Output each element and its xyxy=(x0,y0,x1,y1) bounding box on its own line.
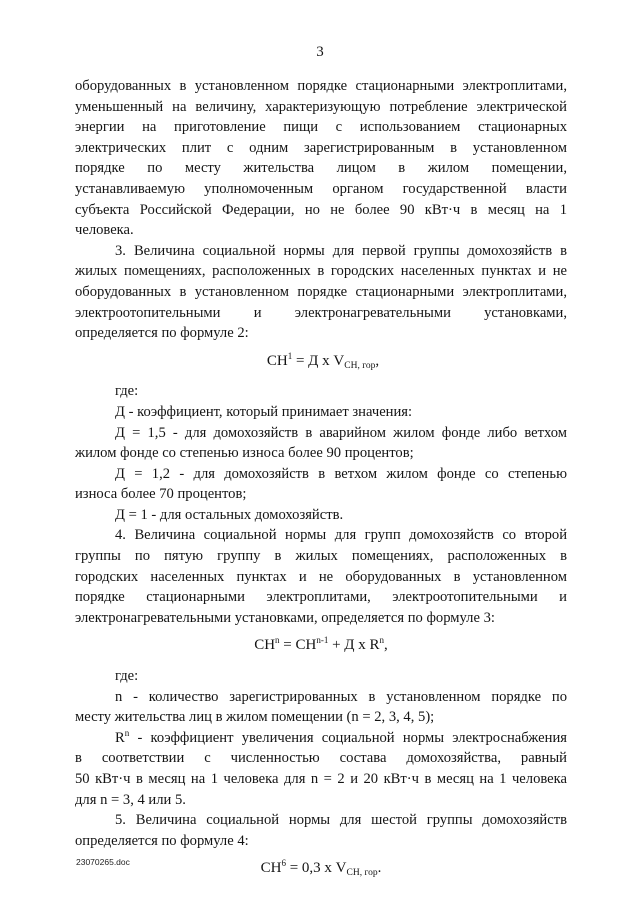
text-line: уменьшенный на величину, характеризующую потребление электрической xyxy=(75,98,567,115)
formula-mid-sup: n-1 xyxy=(316,635,329,646)
text-line: человека. xyxy=(75,222,134,239)
coefficient-1-5 xyxy=(75,423,567,464)
coefficient-1-2 xyxy=(75,464,567,505)
where-label: где: xyxy=(115,668,139,685)
text-line: порядке стационарными электроплитами, электроотопительными и xyxy=(75,589,567,606)
text-line: группы по пятую группу в жилых помещениях, расположенных в xyxy=(75,548,567,565)
text-line: для n = 3, 4 или 5. xyxy=(75,791,186,808)
formula-tail: . xyxy=(377,860,382,877)
formula-rhs: = Д х V xyxy=(292,352,345,369)
formula-mid: = СН xyxy=(279,637,317,654)
text-line: 5. Величина социальной нормы для шестой группы домохозяйств xyxy=(115,812,567,829)
text-line: энергии на приготовление пищи с использованием стационарных xyxy=(75,119,567,136)
text-line: 3. Величина социальной нормы для первой группы домохозяйств в xyxy=(115,242,567,259)
formula-rhs-sub: СН, гор xyxy=(344,360,376,371)
formula-lhs-sup: 6 xyxy=(281,858,286,869)
text-line: определяется по формуле 4: xyxy=(75,832,249,849)
text-line: субъекта Российской Федерации, но не более 90 кВт·ч в месяц на 1 xyxy=(75,201,567,218)
r-definition xyxy=(75,728,567,810)
document-body xyxy=(75,76,567,889)
text-line: электроотопительными и электронагревательными установками, xyxy=(75,304,567,321)
formula-lhs: СН xyxy=(254,637,276,654)
text-line: 50 кВт·ч в месяц на 1 человека для n = 2 и 20 кВт·ч в месяц на 1 человека xyxy=(75,771,567,787)
formula-lhs: СН xyxy=(260,860,282,877)
formula-rhs-sub: СН, гор xyxy=(346,868,378,879)
text-line: в соответствии с численностью состава домохозяйства, равный xyxy=(75,750,567,767)
text-line: 4. Величина социальной нормы для групп домохозяйств со второй xyxy=(115,527,567,544)
paragraph-4 xyxy=(75,525,567,628)
text-line: жилом фонде со степенью износа более 90 процентов; xyxy=(75,445,414,462)
formula-lhs: СН xyxy=(266,352,288,369)
formula-3 xyxy=(75,635,567,656)
r-symbol: R xyxy=(115,729,125,746)
formula-rhs: = 0,3 х V xyxy=(285,860,347,877)
text-line xyxy=(75,728,567,749)
text-line: электрических плит с одним зарегистрированным в установленном xyxy=(75,139,567,156)
text-line: износа более 70 процентов; xyxy=(75,486,247,503)
paragraph-5 xyxy=(75,810,567,851)
text-line: определяется по формуле 2: xyxy=(75,325,249,342)
text-line: n - количество зарегистрированных в установленном порядке по xyxy=(115,688,567,705)
formula-2 xyxy=(75,351,567,372)
formula-tail: , xyxy=(384,637,388,654)
formula-lhs-sup: 1 xyxy=(287,350,293,361)
text-line: порядке по месту жительства лицом в жилом помещении, xyxy=(75,160,567,177)
text-line: городских населенных пунктах и не оборудованных в установленном xyxy=(75,568,567,585)
text-line: устанавливаемую уполномоченным органом государственной власти xyxy=(75,180,567,197)
text-line: жилых помещениях, расположенных в городских населенных пунктах и не xyxy=(75,263,567,280)
r-symbol-sup: n xyxy=(124,727,130,738)
document-filename: 23070265.doc xyxy=(76,857,130,867)
formula-tail: , xyxy=(375,352,380,369)
formula-rhs-sup: n xyxy=(379,635,385,646)
n-definition xyxy=(75,687,567,728)
coefficient-definition: Д - коэффициент, который принимает значения: xyxy=(115,403,413,420)
text-line: электронагревательными установками, определяется по формуле 3: xyxy=(75,609,495,626)
r-definition-first: - коэффициент увеличения социальной нормы электроснабжения xyxy=(129,729,567,746)
text-line: оборудованных в установленном порядке стационарными электроплитами, xyxy=(75,283,567,300)
text-line: Д = 1,5 - для домохозяйств в аварийном жилом фонде либо ветхом xyxy=(115,424,567,441)
formula-4 xyxy=(75,858,567,879)
formula-lhs-sup: n xyxy=(275,635,280,646)
page-number: 3 xyxy=(316,44,324,60)
text-line: месту жительства лиц в жилом помещении (n = 2, 3, 4, 5); xyxy=(75,709,435,726)
formula-rhs: + Д х R xyxy=(328,637,380,654)
paragraph-3 xyxy=(75,241,567,344)
paragraph-continuation xyxy=(75,76,567,241)
text-line: оборудованных в установленном порядке стационарными электроплитами, xyxy=(75,78,567,94)
coefficient-1: Д = 1 - для остальных домохозяйств. xyxy=(115,506,344,523)
where-label: где: xyxy=(115,383,139,400)
text-line: Д = 1,2 - для домохозяйств в ветхом жилом фонде со степенью xyxy=(115,465,567,482)
